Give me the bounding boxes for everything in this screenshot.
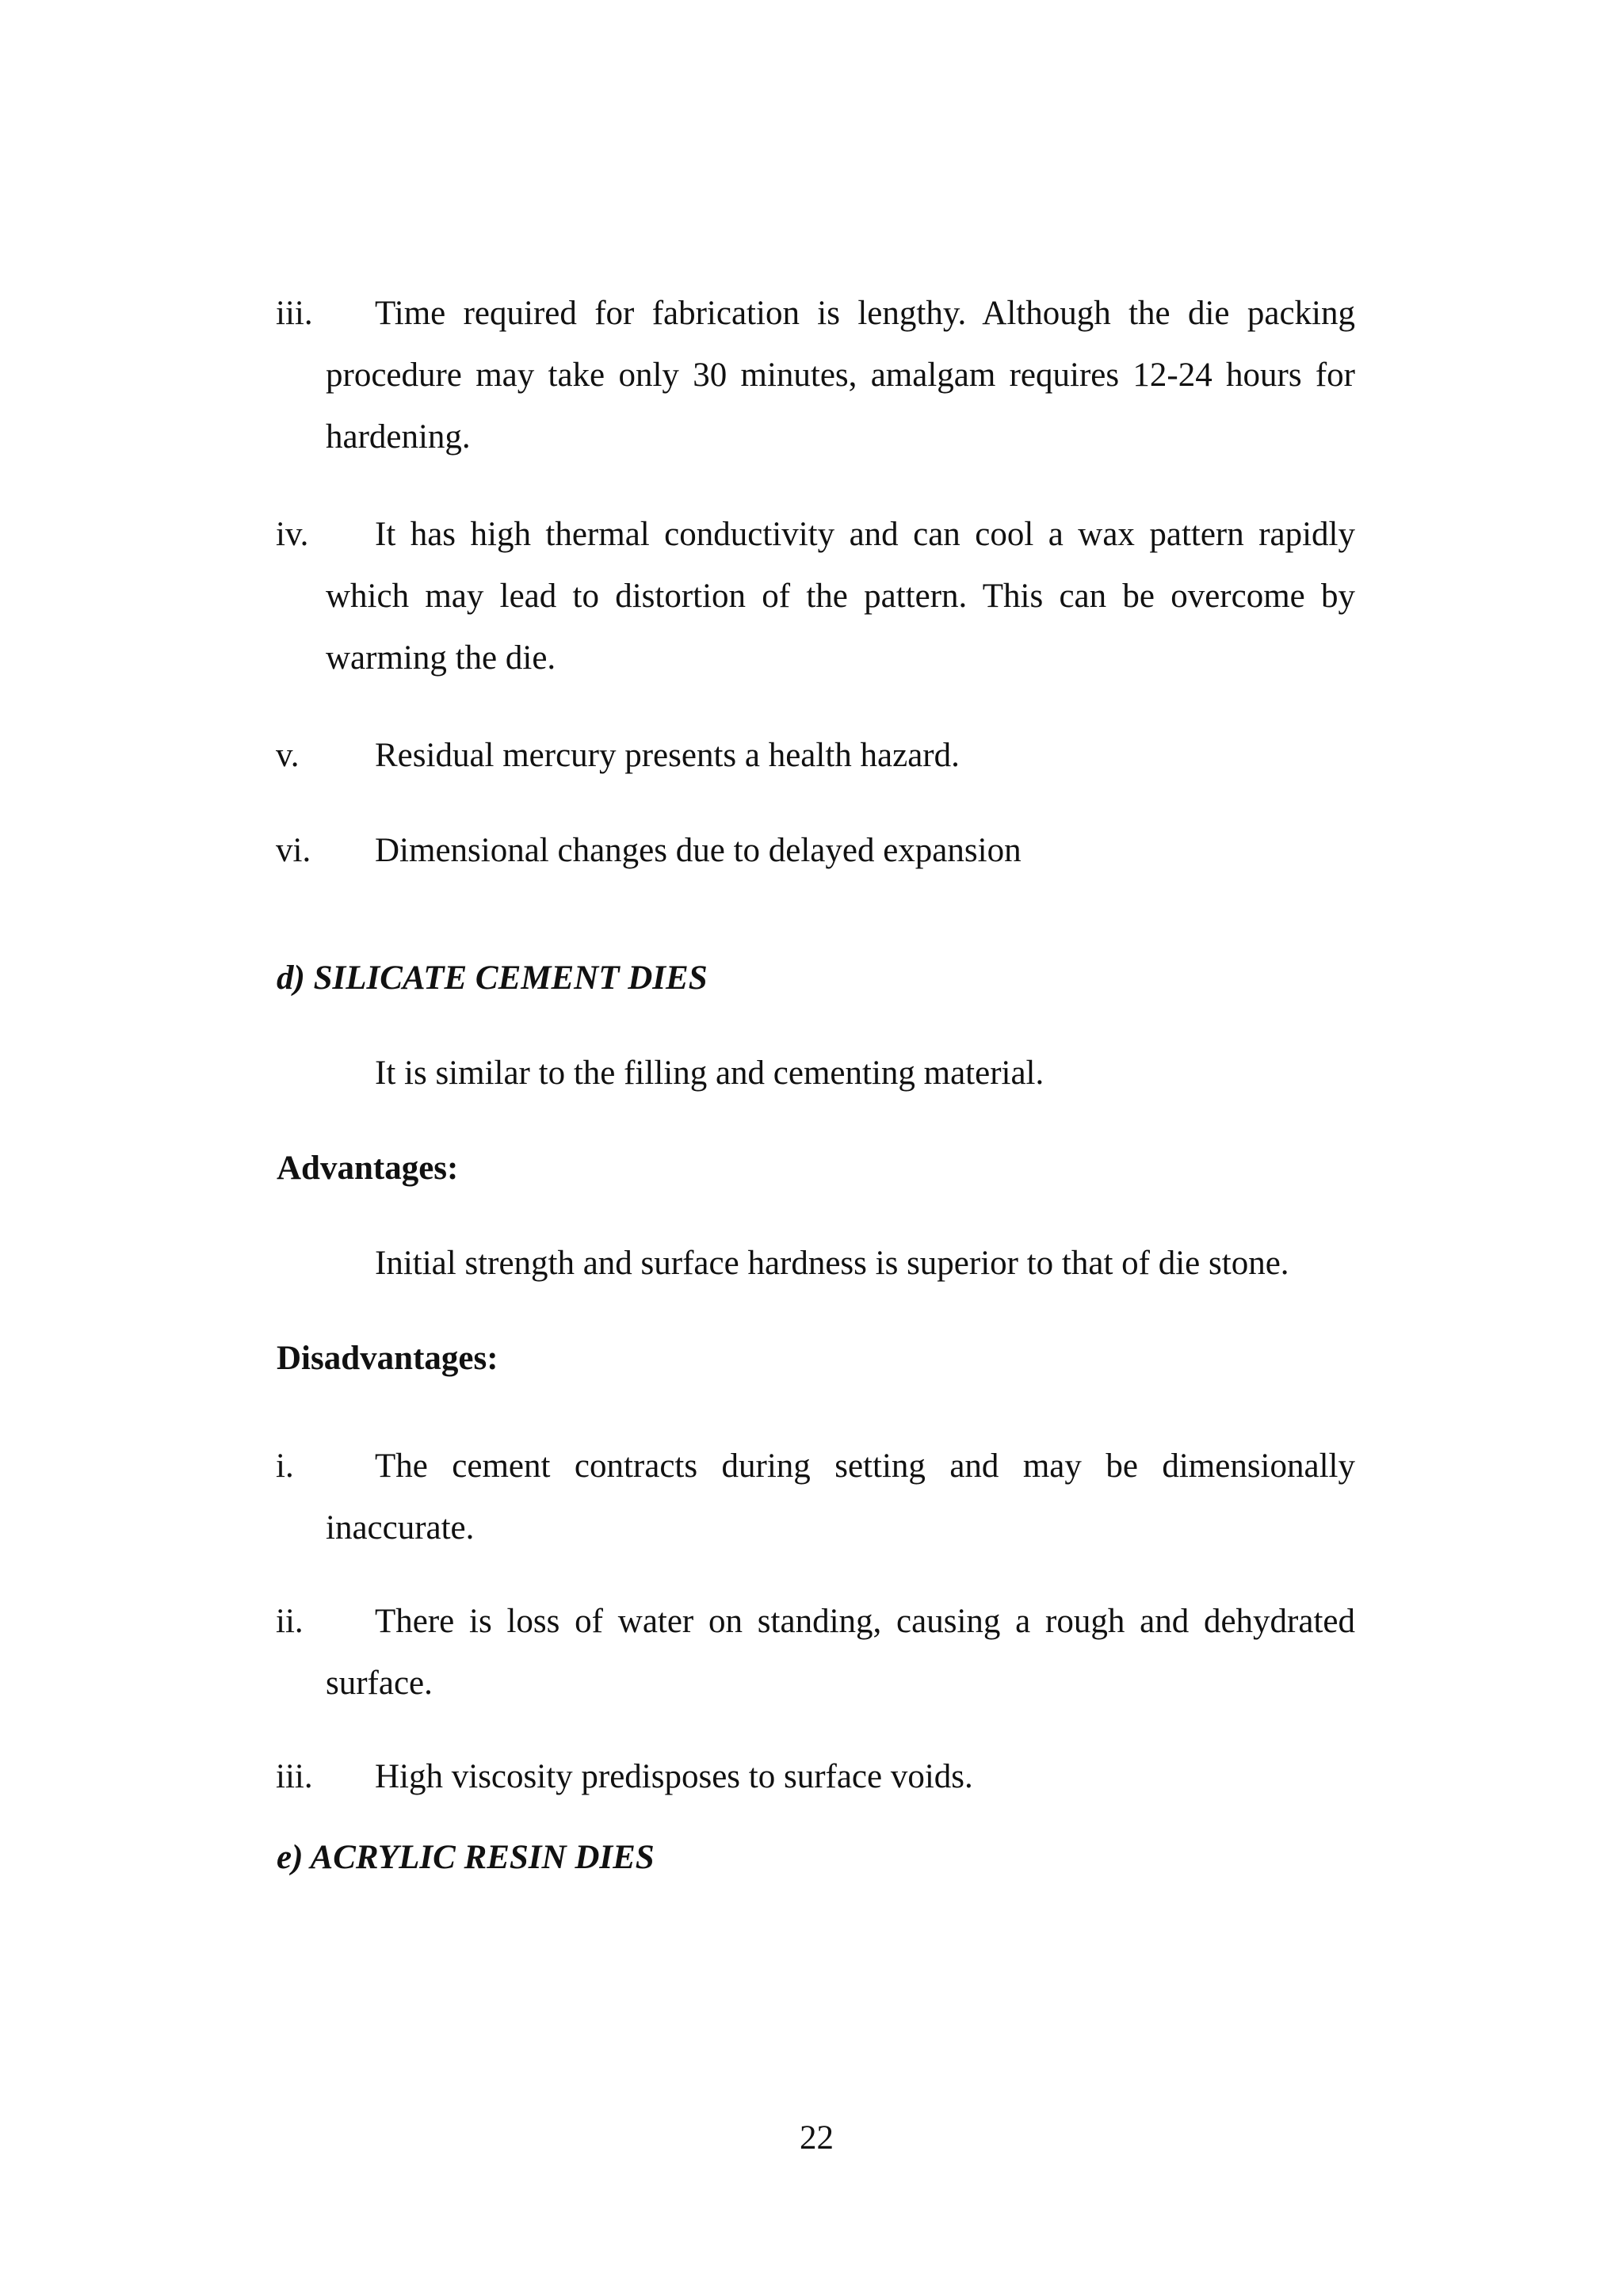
list-item-text: Dimensional changes due to delayed expansion: [375, 832, 1022, 869]
section-heading-silicate-cement-dies: d) SILICATE CEMENT DIES: [277, 959, 708, 997]
list-numeral: i.: [276, 1447, 294, 1485]
advantages-text: Initial strength and surface hardness is superior to that of die stone.: [375, 1245, 1289, 1282]
list-item: [276, 283, 1355, 468]
list-numeral: iv.: [276, 516, 309, 553]
list-item-text: Residual mercury presents a health hazard.: [375, 737, 960, 774]
list-item-text: High viscosity predisposes to surface voids.: [375, 1758, 973, 1795]
page-number: 22: [800, 2119, 834, 2157]
advantages-label: Advantages:: [277, 1150, 459, 1187]
list-item: [276, 725, 1355, 787]
list-item: [276, 1591, 1355, 1714]
list-numeral: ii.: [276, 1603, 304, 1640]
list-item-text: Time required for fabrication is lengthy. Although the die packing procedure may take only 30 minutes, amalgam requires 12-24 hours for hardening.: [326, 295, 1355, 456]
list-item: [276, 1746, 1355, 1808]
list-numeral: v.: [276, 737, 300, 774]
section-heading-acrylic-resin-dies: e) ACRYLIC RESIN DIES: [277, 1839, 655, 1876]
list-item: [276, 820, 1355, 882]
list-item-text: There is loss of water on standing, causing a rough and dehydrated surface.: [326, 1603, 1355, 1702]
disadvantages-label: Disadvantages:: [277, 1340, 498, 1377]
list-numeral: iii.: [276, 295, 313, 332]
list-numeral: iii.: [276, 1758, 313, 1795]
list-numeral: vi.: [276, 832, 311, 869]
list-item: [276, 504, 1355, 689]
list-item-text: The cement contracts during setting and may be dimensionally inaccurate.: [326, 1447, 1355, 1547]
list-item: [276, 1436, 1355, 1559]
list-item-text: It has high thermal conductivity and can cool a wax pattern rapidly which may lead to distortion of the pattern. This can be overcome by warming the die.: [326, 516, 1355, 677]
section-intro: It is similar to the filling and cementing material.: [375, 1055, 1044, 1092]
